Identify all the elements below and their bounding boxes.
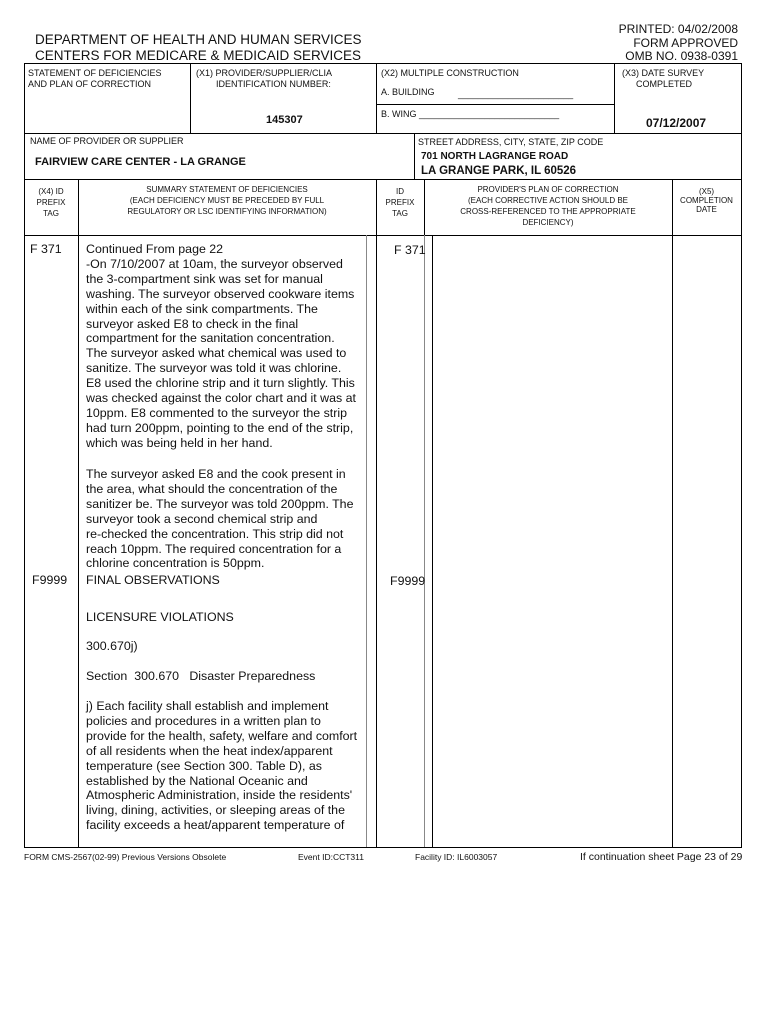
box-border [24, 133, 25, 179]
printed-date: PRINTED: 04/02/2008 [618, 22, 738, 36]
body-border-right [741, 235, 742, 847]
id-header-2: PREFIX [385, 198, 415, 207]
licensure-heading: LICENSURE VIOLATIONS [86, 610, 234, 624]
body-column-divider [672, 235, 673, 847]
plan-header-3: CROSS-REFERENCED TO THE APPROPRIATE [460, 207, 636, 216]
address-label: STREET ADDRESS, CITY, STATE, ZIP CODE [418, 137, 604, 147]
row-divider [24, 179, 742, 180]
form-number: FORM CMS-2567(02-99) Previous Versions Obsolete [24, 852, 227, 862]
survey-date: 07/12/2007 [646, 116, 707, 130]
box-divider [614, 63, 615, 133]
body-column-divider [424, 235, 425, 847]
x3-label-2: COMPLETED [636, 79, 693, 89]
statement-label: STATEMENT OF DEFICIENCIES [28, 68, 162, 78]
city-state-zip: LA GRANGE PARK, IL 60526 [421, 165, 577, 177]
deficiency-text-f371-cont: The surveyor asked E8 and the cook present in the area, what should the concentration of the sanitizer be. The surveyor was told 200ppm. The surveyor took a second chemical strip and re-checked the concentration. This strip did not reach 10ppm. The required concentration for a chlorine concentration is 50ppm. [86, 467, 354, 571]
x3-label: (X3) DATE SURVEY [622, 68, 705, 78]
wing-divider [376, 104, 614, 105]
correction-tag-f9999: F9999 [390, 574, 426, 588]
deficiency-tag-f371: F 371 [30, 242, 62, 256]
correction-tag-f371: F 371 [394, 243, 426, 257]
facility-id: Facility ID: IL6003057 [415, 852, 498, 862]
form-approved: FORM APPROVED [633, 36, 738, 50]
building-label: A. BUILDING [381, 87, 435, 97]
provider-name-label: NAME OF PROVIDER OR SUPPLIER [30, 136, 184, 146]
deficiency-text-f371: Continued From page 22 -On 7/10/2007 at 10am, the surveyor observed the 3-compartment sink was set for manual washing. The surveyor observed cookware items within each of the sink compartments. The surveyor asked E8 to check in the final compartment for the sanitation concentration. The surveyor asked what chemical was used to sanitize. The surveyor was told it was chlorine. E8 used the chlorine strip and it turn slightly. This was checked against the color chart and it was at 10ppm. E8 commented to the surveyor the strip had turn 200ppm, pointing to the end of the strip, which was being held in her hand. [86, 242, 356, 450]
body-column-divider [432, 235, 433, 847]
provider-number: 145307 [266, 114, 303, 126]
section-title: Section 300.670 Disaster Preparedness [86, 669, 316, 683]
plan-header: PROVIDER'S PLAN OF CORRECTION [477, 185, 619, 194]
x5-header-2: COMPLETION [680, 196, 733, 205]
row-divider [24, 133, 742, 134]
box-divider [376, 63, 377, 133]
final-observations-heading: FINAL OBSERVATIONS [86, 573, 220, 587]
plan-header-4: DEFICIENCY) [522, 218, 574, 227]
address-divider [414, 133, 415, 179]
x1-label: (X1) PROVIDER/SUPPLIER/CLIA [196, 68, 333, 78]
street-address: 701 NORTH LAGRANGE ROAD [421, 151, 569, 162]
id-header: ID [396, 187, 404, 196]
page-number: If continuation sheet Page 23 of 29 [580, 851, 743, 863]
regulation-text: j) Each facility shall establish and implement policies and procedures in a written plan to provide for the health, safety, welfare and comfort of all residents when the heat index/apparent temperature (see Section 300. Table D), as established by the National Oceanic and Atmospheric Administration, inside the residents' living, dining, activities, or sleeping areas of the facility exceeds a heat/apparent temperature of [86, 699, 358, 833]
summary-header-2: (EACH DEFICIENCY MUST BE PRECEDED BY FULL [129, 196, 325, 205]
form-top-border [24, 63, 742, 64]
box-border [24, 63, 25, 133]
agency-title: CENTERS FOR MEDICARE & MEDICAID SERVICES [35, 48, 362, 63]
body-column-divider [78, 235, 79, 847]
x5-header: (X5) [698, 187, 715, 196]
department-title: DEPARTMENT OF HEALTH AND HUMAN SERVICES [35, 32, 362, 47]
x4-header-3: TAG [43, 209, 59, 218]
event-id: Event ID:CCT311 [298, 852, 364, 862]
body-column-divider [376, 235, 377, 847]
x4-header: (X4) ID [38, 187, 64, 196]
body-column-divider [366, 235, 367, 847]
body-bottom-border [24, 847, 742, 848]
x1-label-2: IDENTIFICATION NUMBER: [216, 79, 331, 89]
id-header-3: TAG [392, 209, 408, 218]
x4-header-2: PREFIX [36, 198, 66, 207]
building-blank: _______________________ [458, 89, 574, 99]
x5-header-3: DATE [696, 205, 717, 214]
provider-name: FAIRVIEW CARE CENTER - LA GRANGE [35, 156, 246, 168]
x2-label: (X2) MULTIPLE CONSTRUCTION [381, 68, 519, 78]
omb-number: OMB NO. 0938-0391 [625, 49, 738, 63]
summary-header-3: REGULATORY OR LSC IDENTIFYING INFORMATION) [127, 207, 327, 216]
wing-label: B. WING ____________________________ [381, 109, 560, 119]
plan-header-2: (EACH CORRECTIVE ACTION SHOULD BE [467, 196, 629, 205]
statement-label-2: AND PLAN OF CORRECTION [28, 79, 152, 89]
deficiency-tag-f9999: F9999 [32, 573, 68, 587]
box-border [741, 63, 742, 235]
rule-number: 300.670j) [86, 639, 138, 653]
summary-header: SUMMARY STATEMENT OF DEFICIENCIES [146, 185, 308, 194]
box-divider [190, 63, 191, 133]
header-bottom-border [24, 235, 742, 236]
body-border-left [24, 235, 25, 847]
